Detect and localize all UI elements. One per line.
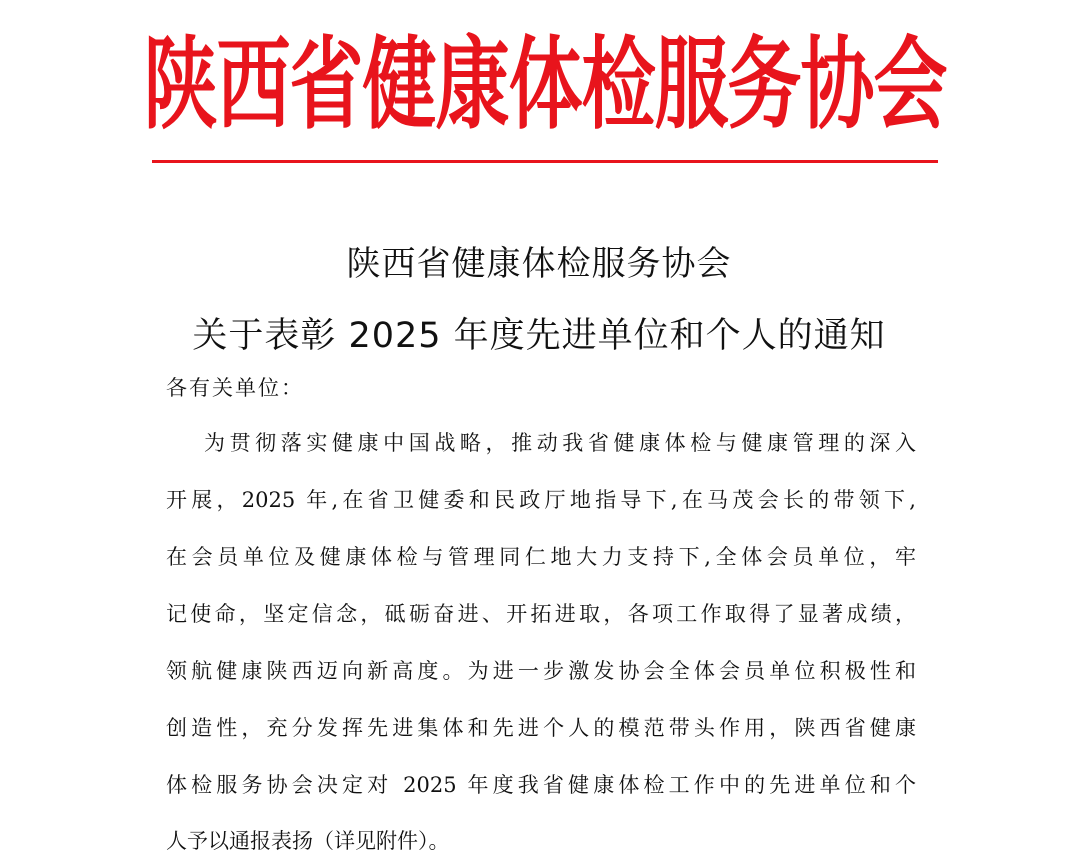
body-line: 在会员单位及健康体检与管理同仁地大力支持下,全体会员单位，牢 (166, 545, 916, 569)
body-line: 开展，2025 年,在省卫健委和民政厅地指导下,在马茂会长的带领下, (166, 488, 916, 512)
document-title-line-1: 陕西省健康体检服务协会 (346, 244, 732, 284)
body-line: 创造性，充分发挥先进集体和先进个人的模范带头作用，陕西省健康 (166, 716, 916, 740)
body-line: 记使命，坚定信念，砥砺奋进、开拓进取，各项工作取得了显著成绩， (166, 602, 916, 626)
letterhead-masthead (143, 20, 947, 150)
document-title-line-2: 关于表彰 2025 年度先进单位和个人的通知 (192, 316, 886, 356)
letterhead-red-rule (152, 160, 938, 163)
salutation: 各有关单位： (166, 376, 304, 400)
letterhead-title: 陕西省健康体检服务协会 (143, 26, 947, 144)
body-line: 领航健康陕西迈向新高度。为进一步激发协会全体会员单位积极性和 (166, 659, 916, 683)
body-line: 人予以通报表扬（详见附件）。 (166, 829, 450, 853)
body-line: 体检服务协会决定对 2025 年度我省健康体检工作中的先进单位和个 (166, 773, 916, 797)
body-line: 为贯彻落实健康中国战略，推动我省健康体检与健康管理的深入 (204, 431, 916, 455)
